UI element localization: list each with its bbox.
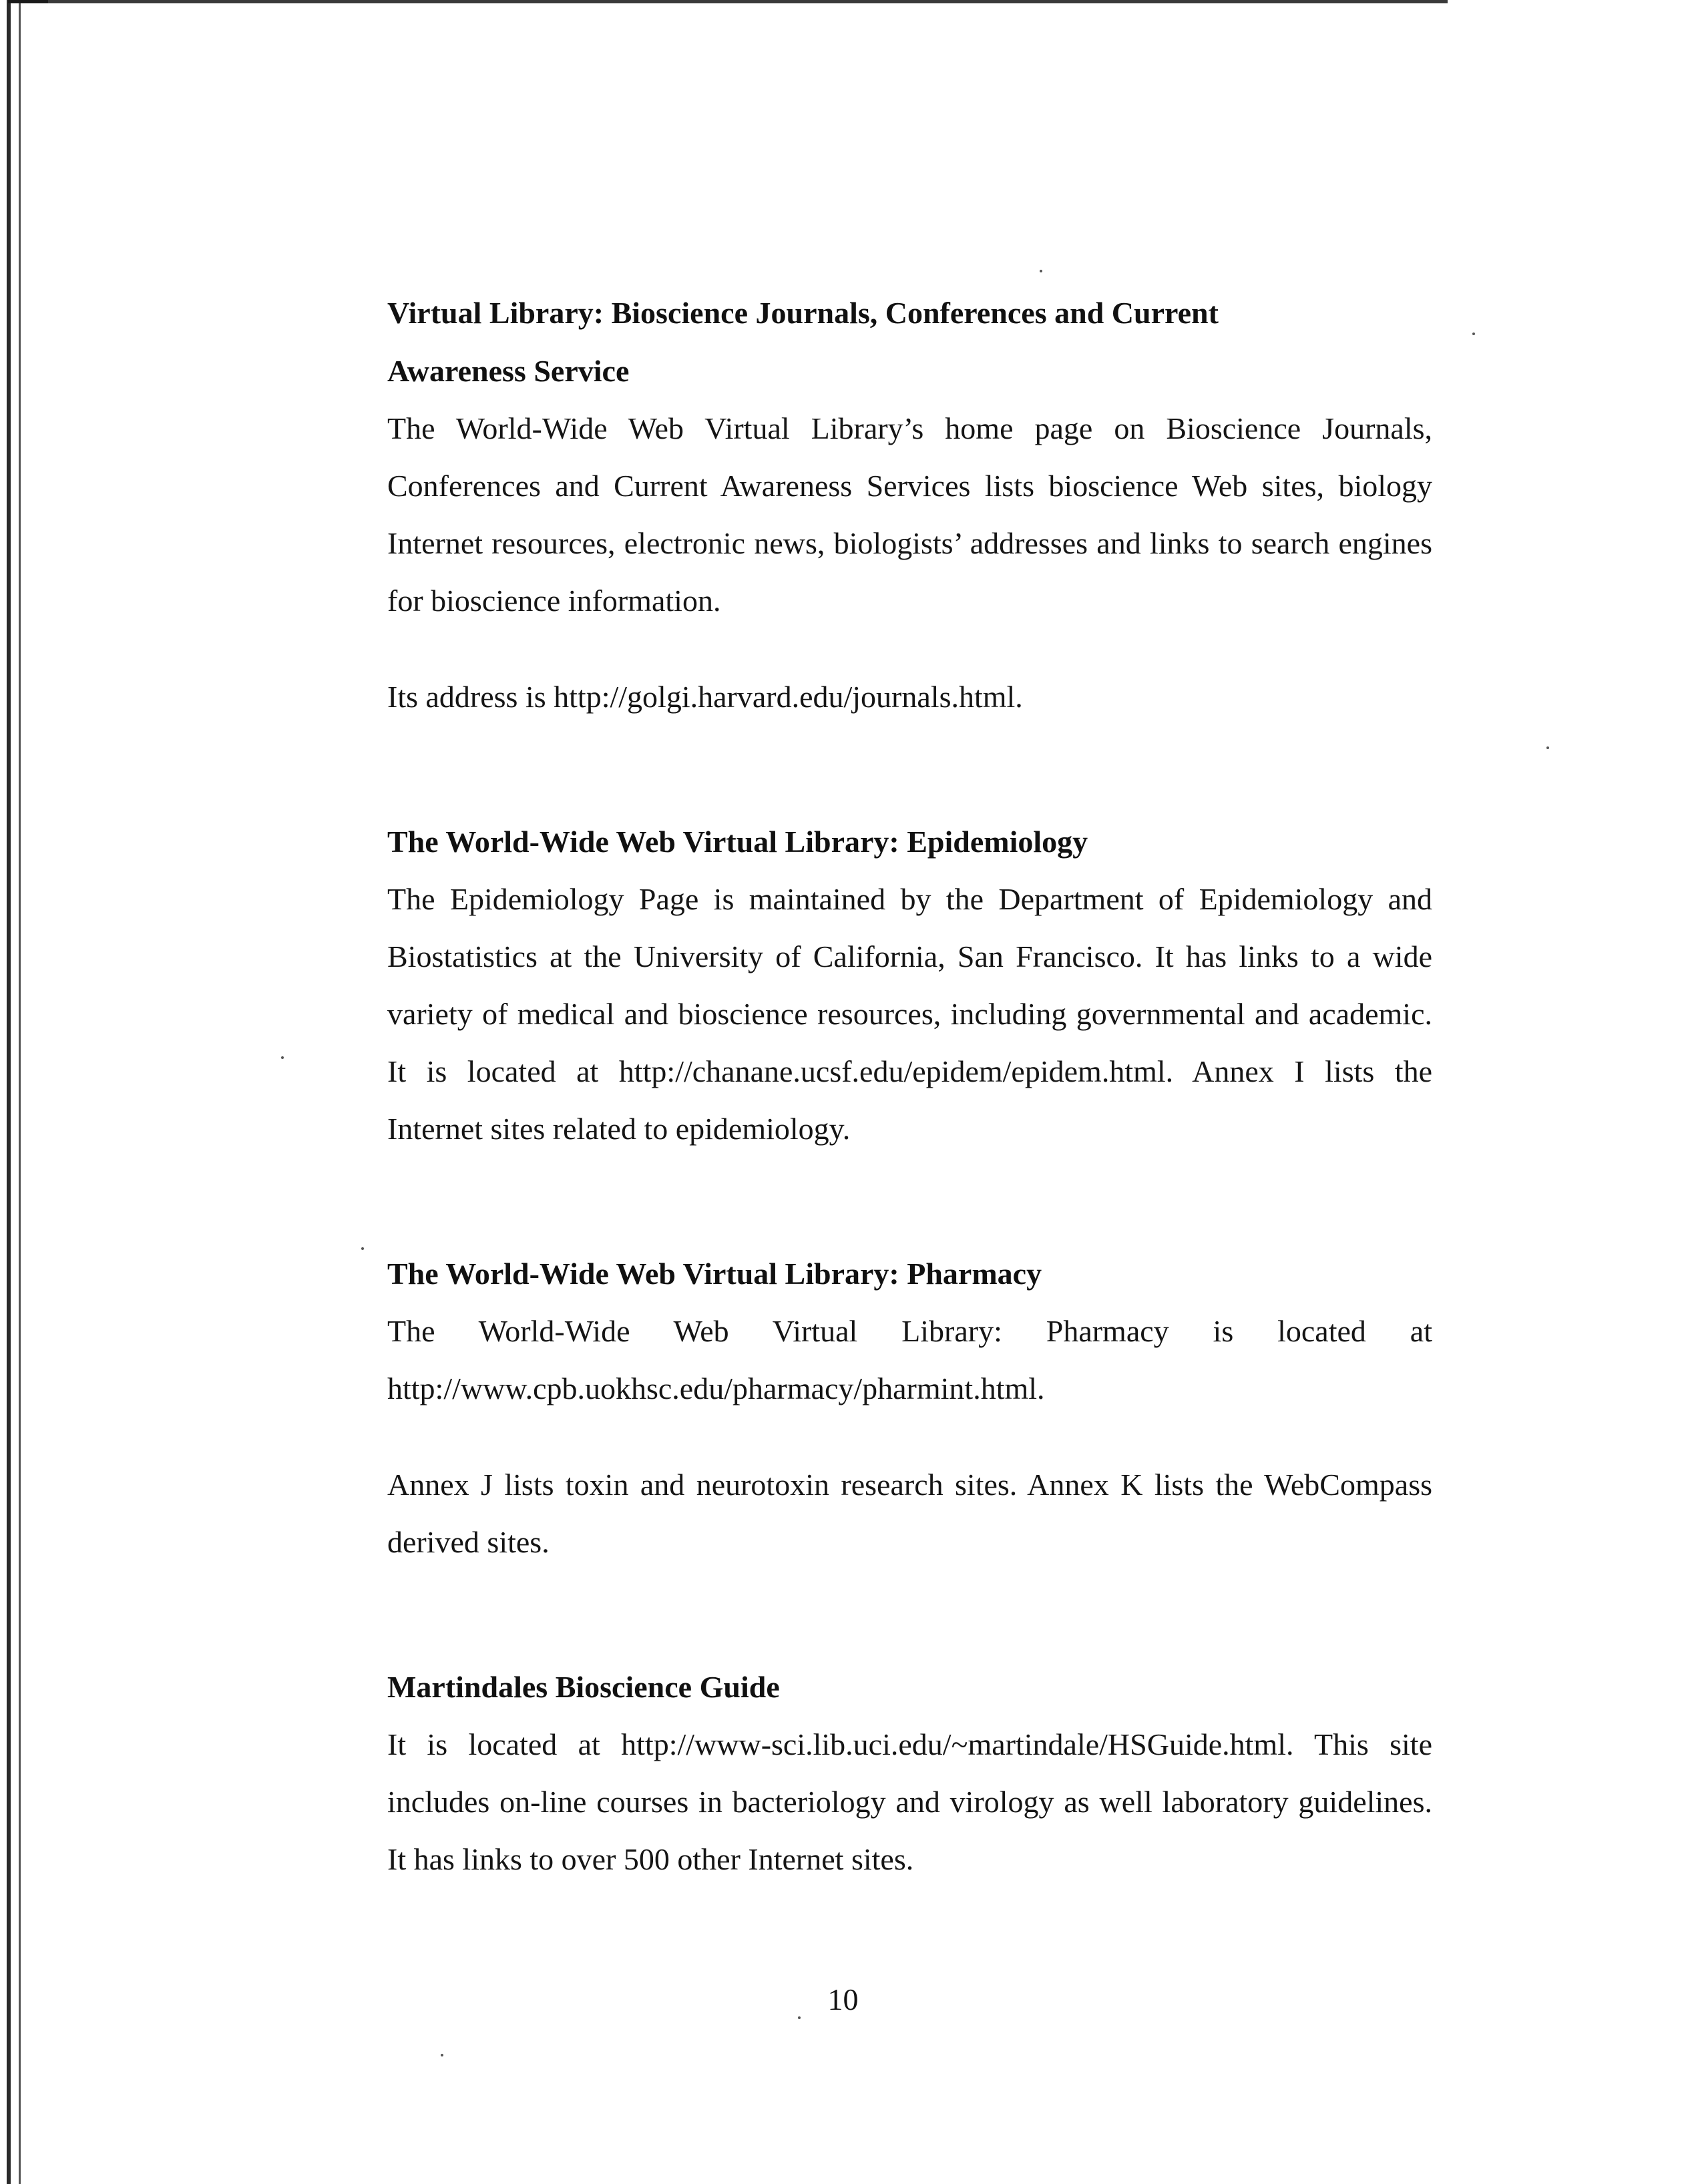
page-content <box>387 284 1432 1888</box>
section-heading: The World-Wide Web Virtual Library: Epidemiology <box>387 825 1088 859</box>
section-heading: The World-Wide Web Virtual Library: Pharmacy <box>387 1257 1042 1291</box>
scan-speck <box>798 2016 801 2019</box>
scan-speck <box>1546 746 1549 749</box>
section-paragraph: The World-Wide Web Virtual Library: Pharmacy is located at http://www.cpb.uokhsc.edu/pharmacy/pharmint.html. <box>387 1314 1432 1405</box>
section-pharmacy <box>387 1245 1432 1571</box>
scan-top-rule <box>19 0 1448 3</box>
section-paragraph: The Epidemiology Page is maintained by the Department of Epidemiology and Biostatistics at the University of California, San Francisco. It has links to a wide variety of medical and bioscience resources, including governmental and academic. It is located at http://chanane.ucsf.edu/epidem/epidem.html. Annex I lists the Internet sites related to epidemiology. <box>387 882 1432 1146</box>
section-martindales <box>387 1658 1432 1888</box>
scan-top-rule-tick <box>8 0 48 3</box>
section-epidemiology <box>387 813 1432 1158</box>
section-heading: Martindales Bioscience Guide <box>387 1670 780 1704</box>
scan-speck <box>1472 333 1475 335</box>
section-paragraph: The World-Wide Web Virtual Library’s home page on Bioscience Journals, Conferences and Current Awareness Services lists bioscience Web sites, biology Internet resources, electronic news, biologists’ addresses and links to search engines for bioscience information. <box>387 411 1432 618</box>
page-number: 10 <box>827 1982 859 2016</box>
section-heading: Virtual Library: Bioscience Journals, Conferences and Current Awareness Service <box>387 296 1219 388</box>
scan-speck <box>281 1056 284 1059</box>
section-paragraph: It is located at http://www-sci.lib.uci.edu/~martindale/HSGuide.html. This site includes on-line courses in bacteriology and virology as well laboratory guidelines. It has links to over 500 other Internet sites. <box>387 1727 1432 1876</box>
scan-speck <box>441 2054 443 2056</box>
scan-speck <box>1040 270 1042 272</box>
section-paragraph: Annex J lists toxin and neurotoxin research sites. Annex K lists the WebCompass derived sites. <box>387 1468 1432 1559</box>
scan-binding-edge <box>0 0 27 2184</box>
section-bioscience-journals <box>387 284 1432 726</box>
section-paragraph: Its address is http://golgi.harvard.edu/journals.html. <box>387 680 1023 714</box>
scan-speck <box>361 1247 364 1250</box>
